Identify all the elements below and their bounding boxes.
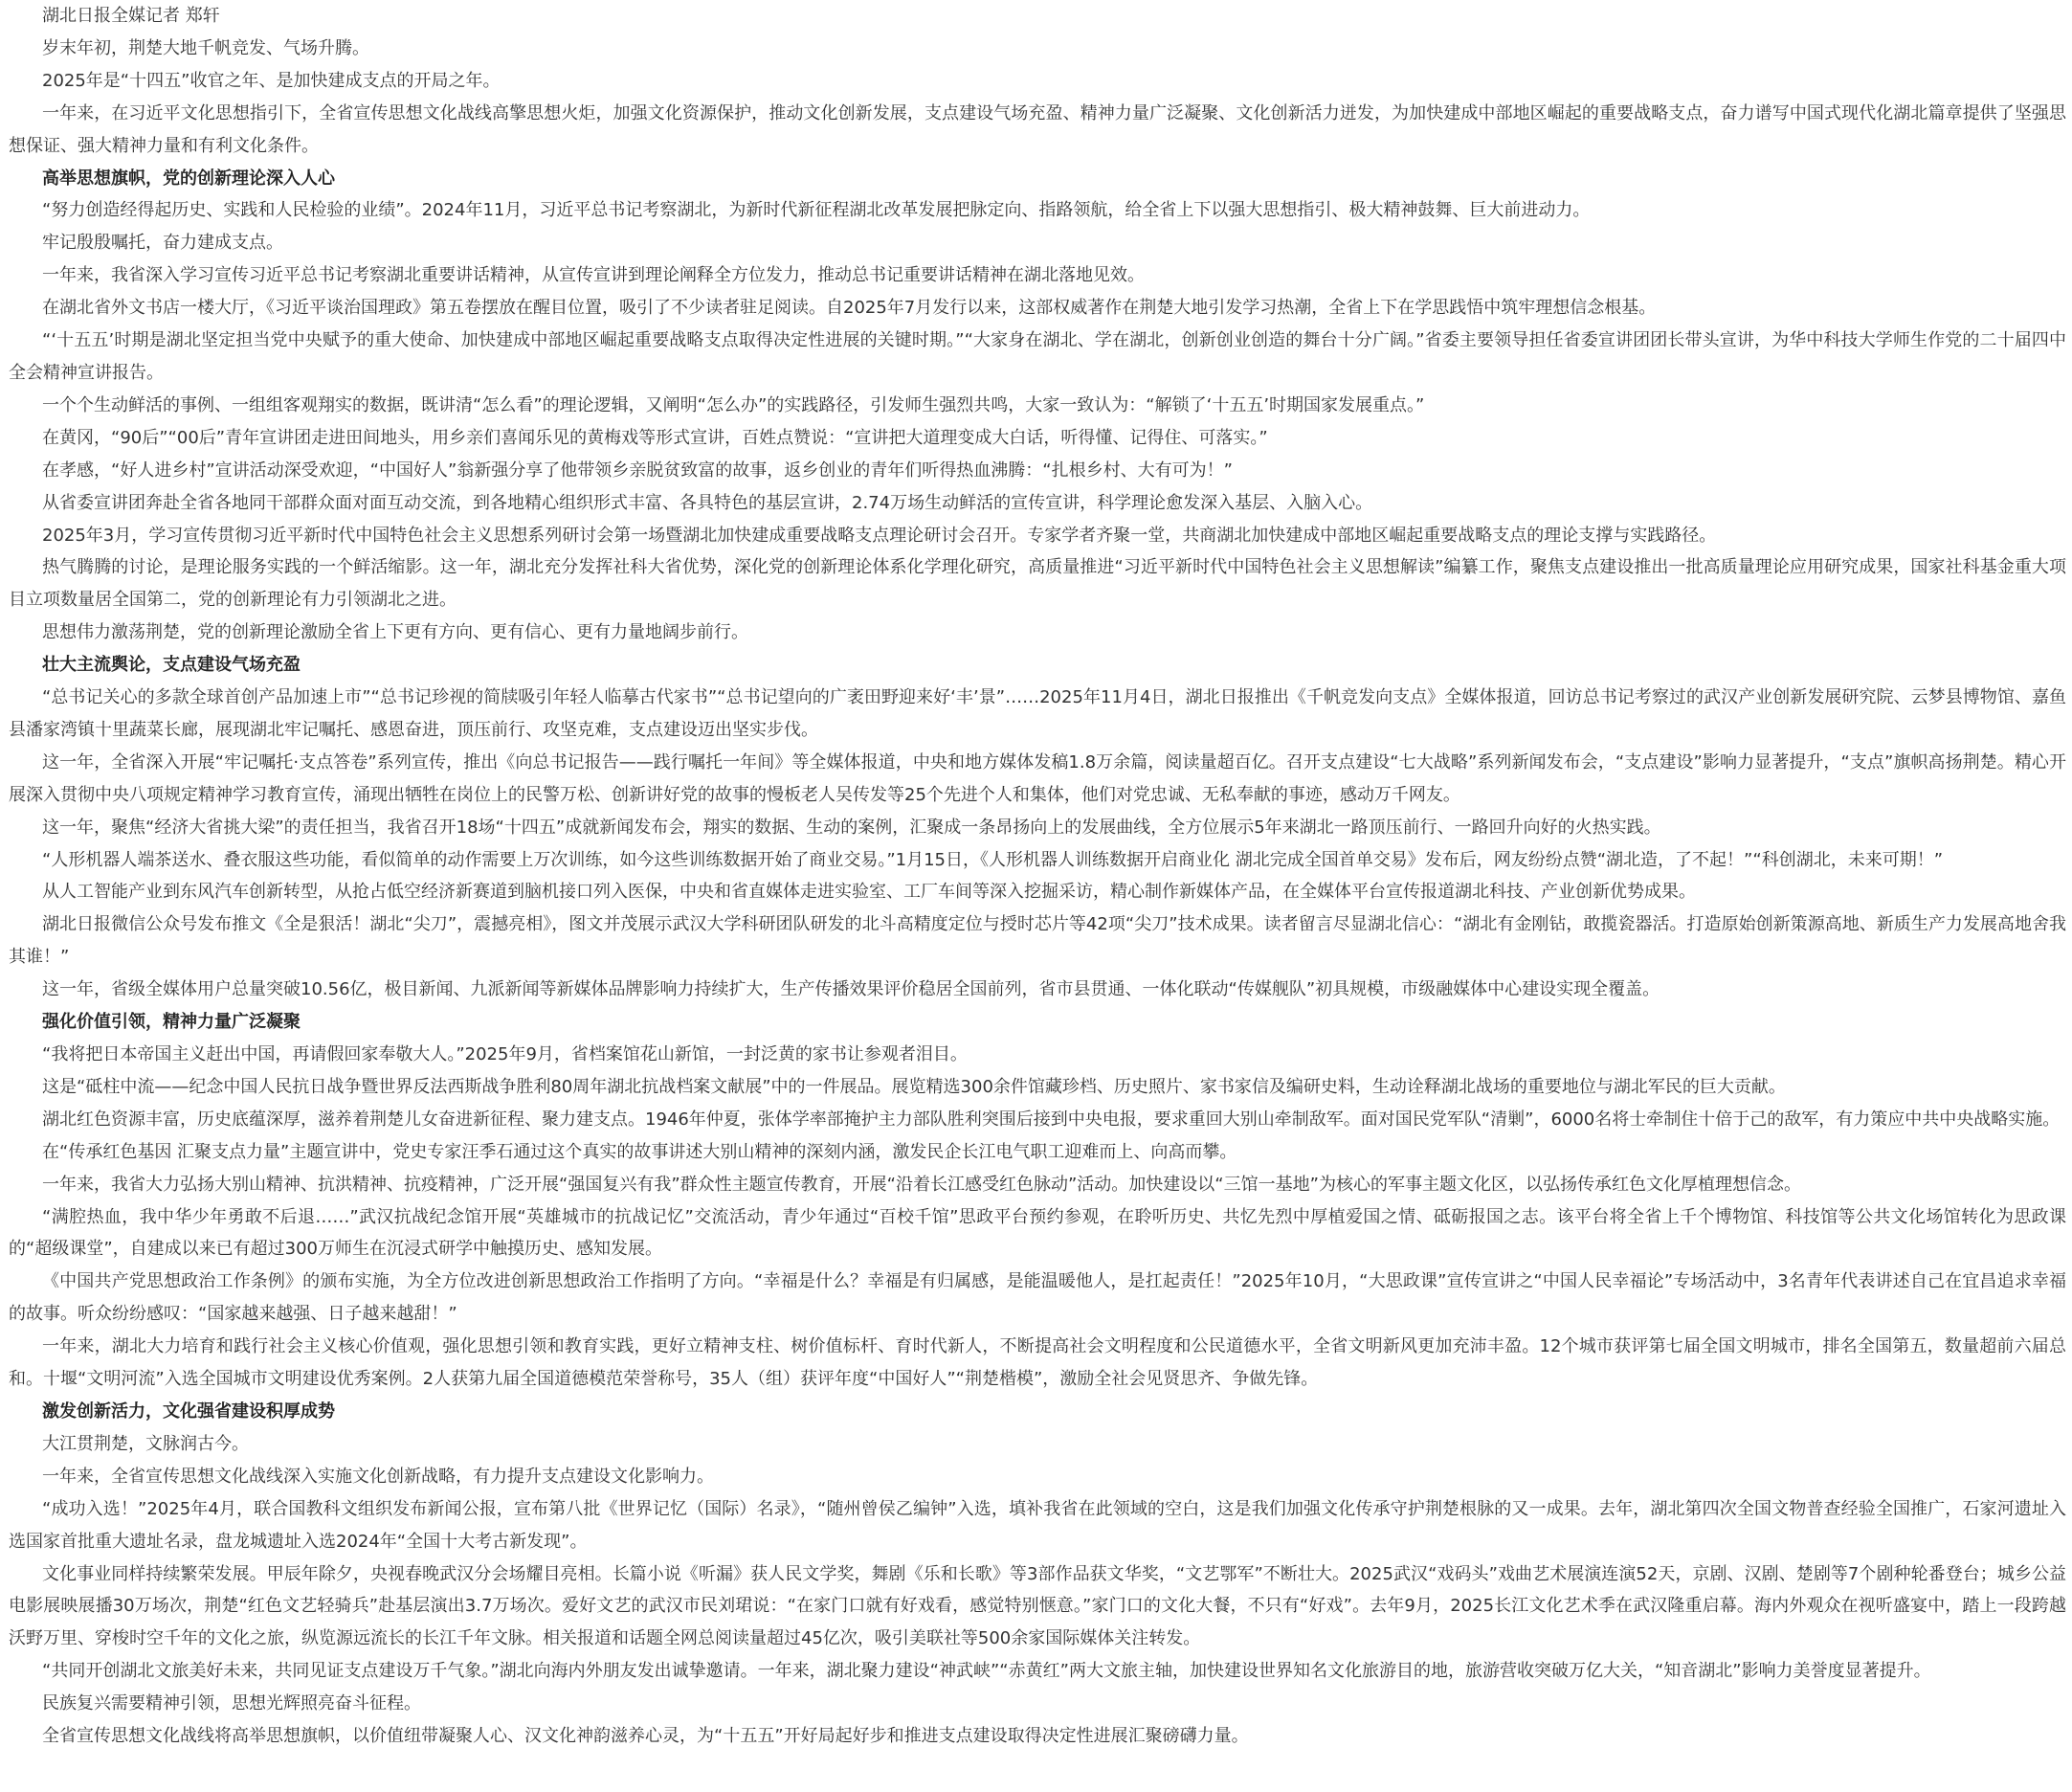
paragraph: 岁末年初，荆楚大地千帆竞发、气场升腾。 <box>42 37 369 58</box>
section-heading: 强化价值引领，精神力量广泛凝聚 <box>42 1012 301 1033</box>
paragraph: “人形机器人端茶送水、叠衣服这些功能，看似简单的动作需要上万次训练，如今这些训练数据开始了商业交易。”1月15日，《人形机器人训练数据开启商业化 湖北完成全国首单交易》发布后，网友纷纷点赞“湖北造，了不起！”“科创湖北，未来可期！” <box>42 849 1944 870</box>
paragraph: “总书记关心的多款全球首创产品加速上市”“总书记珍视的简牍吸引年轻人临摹古代家书”“总书记望向的广袤田野迎来好‘丰’景”……2025年11月4日，湖北日报推出《千帆竞发向支点》全媒体报道，回访总书记考察过的武汉产业创新发展研究院、云梦县博物馆、嘉鱼县潘家湾镇十里蔬菜长廊，展现湖北牢记嘱托、感恩奋进，顶压前行、攻坚克难，支点建设迈出坚实步伐。 <box>9 687 2066 740</box>
section-heading: 壮大主流舆论，支点建设气场充盈 <box>42 655 301 676</box>
paragraph: 一个个生动鲜活的事例、一组组客观翔实的数据，既讲清“怎么看”的理论逻辑，又阐明“怎么办”的实践路径，引发师生强烈共鸣，大家一致认为：“解锁了‘十五五’时期国家发展重点。” <box>42 394 1425 415</box>
paragraph: 《中国共产党思想政治工作条例》的颁布实施，为全方位改进创新思想政治工作指明了方向。“幸福是什么？幸福是有归属感，是能温暖他人，是扛起责任！”2025年10月，“大思政课”宣传宣讲之“中国人民幸福论”专场活动中，3名青年代表讲述自己在宜昌追求幸福的故事。听众纷纷感叹：“国家越来越强、日子越来越甜！” <box>9 1271 2066 1325</box>
paragraph: 一年来，我省大力弘扬大别山精神、抗洪精神、抗疫精神，广泛开展“强国复兴有我”群众性主题宣传教育，开展“沿着长江感受红色脉动”活动。加快建设以“三馆一基地”为核心的军事主题文化区，以弘扬传承红色文化厚植理想信念。 <box>42 1174 1801 1195</box>
paragraph: 全省宣传思想文化战线将高举思想旗帜，以价值纽带凝聚人心、汉文化神韵滋养心灵，为“十五五”开好局起好步和推进支点建设取得决定性进展汇聚磅礴力量。 <box>42 1726 1249 1747</box>
paragraph: 这一年，聚焦“经济大省挑大梁”的责任担当，我省召开18场“十四五”成就新闻发布会，翔实的数据、生动的案例，汇聚成一条昂扬向上的发展曲线，全方位展示5年来湖北一路顶压前行、一路回升向好的火热实践。 <box>42 817 1661 838</box>
paragraph: “共同开创湖北文旅美好未来，共同见证支点建设万千气象。”湖北向海内外朋友发出诚挚邀请。一年来，湖北聚力建设“神武峡”“赤黄红”两大文旅主轴，加快建设世界知名文化旅游目的地，旅游营收突破万亿大关，“知音湖北”影响力美誉度显著提升。 <box>42 1661 1931 1682</box>
paragraph: 在孝感，“好人进乡村”宣讲活动深受欢迎，“中国好人”翁新强分享了他带领乡亲脱贫致富的故事，返乡创业的青年们听得热血沸腾：“扎根乡村、大有可为！” <box>42 459 1233 481</box>
paragraph: 文化事业同样持续繁荣发展。甲辰年除夕，央视春晚武汉分会场耀目亮相。长篇小说《听漏》获人民文学奖，舞剧《乐和长歌》等3部作品获文华奖，“文艺鄂军”不断壮大。2025武汉“戏码头”戏曲艺术展演连演52天，京剧、汉剧、楚剧等7个剧种轮番登台；城乡公益电影展映展播30万场次，荆楚“红色文艺轻骑兵”赴基层演出3.7万场次。爱好文艺的武汉市民刘珺说：“在家门口就有好戏看，感觉特别惬意。”家门口的文化大餐，不只有“好戏”。去年9月，2025长江文化艺术季在武汉隆重启幕。海内外观众在视听盛宴中，踏上一段跨越沃野万里、穿梭时空千年的文化之旅，纵览源远流长的长江千年文脉。相关报道和话题全网总阅读量超过45亿次，吸引美联社等500余家国际媒体关注转发。 <box>9 1563 2066 1649</box>
section-heading: 高举思想旗帜，党的创新理论深入人心 <box>42 168 335 189</box>
paragraph: 在黄冈，“90后”“00后”青年宣讲团走进田间地头，用乡亲们喜闻乐见的黄梅戏等形式宣讲，百姓点赞说：“宣讲把大道理变成大白话，听得懂、记得住、可落实。” <box>42 427 1268 448</box>
paragraph: “我将把日本帝国主义赶出中国，再请假回家奉敬大人。”2025年9月，省档案馆花山新馆，一封泛黄的家书让参观者泪目。 <box>42 1044 968 1064</box>
paragraph: 湖北红色资源丰富，历史底蕴深厚，滋养着荆楚儿女奋进新征程、聚力建支点。1946年仲夏，张体学率部掩护主力部队胜利突围后接到中央电报，要求重回大别山牵制敌军。面对国民党军队“清剿”，6000名将士牵制住十倍于己的敌军，有力策应中共中央战略实施。 <box>42 1109 2061 1130</box>
paragraph: 一年来，我省深入学习宣传习近平总书记考察湖北重要讲话精神，从宣传宣讲到理论阐释全方位发力，推动总书记重要讲话精神在湖北落地见效。 <box>42 265 1145 286</box>
paragraph: 一年来，在习近平文化思想指引下，全省宣传思想文化战线高擎思想火炬，加强文化资源保护，推动文化创新发展，支点建设气场充盈、精神力量广泛凝聚、文化创新活力迸发，为加快建成中部地区崛起的重要战略支点，奋力谱写中国式现代化湖北篇章提供了坚强思想保证、强大精神力量和有利文化条件。 <box>9 102 2066 156</box>
paragraph: “‘十五五’时期是湖北坚定担当党中央赋予的重大使命、加快建成中部地区崛起重要战略支点取得决定性进展的关键时期。”“大家身在湖北、学在湖北，创新创业创造的舞台十分广阔。”省委主要领导担任省委宣讲团团长带头宣讲，为华中科技大学师生作党的二十届四中全会精神宣讲报告。 <box>9 330 2066 383</box>
paragraph: 牢记殷殷嘱托，奋力建成支点。 <box>42 233 283 254</box>
paragraph: 民族复兴需要精神引领，思想光辉照亮奋斗征程。 <box>42 1693 421 1714</box>
paragraph: 从省委宣讲团奔赴全省各地同干部群众面对面互动交流，到各地精心组织形式丰富、各具特色的基层宣讲，2.74万场生动鲜活的宣传宣讲，科学理论愈发深入基层、入脑入心。 <box>42 492 1373 513</box>
paragraph: 从人工智能产业到东风汽车创新转型，从抢占低空经济新赛道到脑机接口列入医保，中央和省直媒体走进实验室、工厂车间等深入挖掘采访，精心制作新媒体产品，在全媒体平台宣传报道湖北科技、产业创新优势成果。 <box>42 882 1696 903</box>
paragraph: 这是“砥柱中流——纪念中国人民抗日战争暨世界反法西斯战争胜利80周年湖北抗战档案文献展”中的一件展品。展览精选300余件馆藏珍档、历史照片、家书家信及编研史料，生动诠释湖北战场的重要地位与湖北军民的巨大贡献。 <box>42 1076 1786 1097</box>
paragraph: 这一年，省级全媒体用户总量突破10.56亿，极目新闻、九派新闻等新媒体品牌影响力持续扩大，生产传播效果评价稳居全国前列，省市县贯通、一体化联动“传媒舰队”初具规模，市级融媒体中心建设实现全覆盖。 <box>42 979 1660 1000</box>
paragraph: 一年来，湖北大力培育和践行社会主义核心价值观，强化思想引领和教育实践，更好立精神支柱、树价值标杆、育时代新人，不断提高社会文明程度和公民道德水平，全省文明新风更加充沛丰盈。12个城市获评第七届全国文明城市，排名全国第五，数量超前六届总和。十堰“文明河流”入选全国城市文明建设优秀案例。2人获第九届全国道德模范荣誉称号，35人（组）获评年度“中国好人”“荆楚楷模”，激励全社会见贤思齐、争做先锋。 <box>9 1336 2066 1390</box>
paragraph: 一年来，全省宣传思想文化战线深入实施文化创新战略，有力提升支点建设文化影响力。 <box>42 1466 714 1487</box>
paragraph: 思想伟力激荡荆楚，党的创新理论激励全省上下更有方向、更有信心、更有力量地阔步前行。 <box>42 622 748 643</box>
paragraph: 2025年3月，学习宣传贯彻习近平新时代中国特色社会主义思想系列研讨会第一场暨湖北加快建成重要战略支点理论研讨会召开。专家学者齐聚一堂，共商湖北加快建成中部地区崛起重要战略支点的理论支撑与实践路径。 <box>42 525 1717 546</box>
paragraph: 在“传承红色基因 汇聚支点力量”主题宣讲中，党史专家汪季石通过这个真实的故事讲述大别山精神的深刻内涵，激发民企长江电气职工迎难而上、向高而攀。 <box>42 1141 1237 1162</box>
byline: 湖北日报全媒记者 郑轩 <box>42 6 220 26</box>
paragraph: 这一年，全省深入开展“牢记嘱托·支点答卷”系列宣传，推出《向总书记报告——践行嘱托一年间》等全媒体报道，中央和地方媒体发稿1.8万余篇，阅读量超百亿。召开支点建设“七大战略”系列新闻发布会，“支点建设”影响力显著提升，“支点”旗帜高扬荆楚。精心开展深入贯彻中央八项规定精神学习教育宣传，涌现出牺牲在岗位上的民警万松、创新讲好党的故事的慢板老人吴传发等25个先进个人和集体，他们对党忠诚、无私奉献的事迹，感动万千网友。 <box>9 751 2067 805</box>
paragraph: “满腔热血，我中华少年勇敢不后退……”武汉抗战纪念馆开展“英雄城市的抗战记忆”交流活动，青少年通过“百校千馆”思政平台预约参观，在聆听历史、共忆先烈中厚植爱国之情、砥砺报国之志。该平台将全省上千个博物馆、科技馆等公共文化场馆转化为思政课的“超级课堂”，自建成以来已有超过300万师生在沉浸式研学中触摸历史、感知发展。 <box>9 1206 2066 1260</box>
paragraph: 在湖北省外文书店一楼大厅，《习近平谈治国理政》第五卷摆放在醒目位置，吸引了不少读者驻足阅读。自2025年7月发行以来，这部权威著作在荆楚大地引发学习热潮，全省上下在学思践悟中筑牢理想信念根基。 <box>42 298 1657 319</box>
paragraph: “成功入选！”2025年4月，联合国教科文组织发布新闻公报，宣布第八批《世界记忆（国际）名录》，“随州曾侯乙编钟”入选，填补我省在此领域的空白，这是我们加强文化传承守护荆楚根脉的又一成果。去年，湖北第四次全国文物普查经验全国推广，石家河遗址入选国家首批重大遗址名录，盘龙城遗址入选2024年“全国十大考古新发现”。 <box>9 1498 2066 1552</box>
paragraph: 大江贯荆楚，文脉润古今。 <box>42 1433 249 1454</box>
paragraph: “努力创造经得起历史、实践和人民检验的业绩”。2024年11月，习近平总书记考察湖北，为新时代新征程湖北改革发展把脉定向、指路领航，给全省上下以强大思想指引、极大精神鼓舞、巨大前进动力。 <box>42 200 1591 221</box>
section-heading: 激发创新活力，文化强省建设积厚成势 <box>42 1400 335 1422</box>
paragraph: 2025年是“十四五”收官之年、是加快建成支点的开局之年。 <box>42 70 501 91</box>
paragraph: 热气腾腾的讨论，是理论服务实践的一个鲜活缩影。这一年，湖北充分发挥社科大省优势，深化党的创新理论体系化学理化研究，高质量推进“习近平新时代中国特色社会主义思想解读”编纂工作，聚焦支点建设推出一批高质量理论应用研究成果，国家社科基金重大项目立项数量居全国第二，党的创新理论有力引领湖北之进。 <box>9 557 2066 611</box>
paragraph: 湖北日报微信公众号发布推文《全是狠活！湖北“尖刀”，震撼亮相》，图文并茂展示武汉大学科研团队研发的北斗高精度定位与授时芯片等42项“尖刀”技术成果。读者留言尽显湖北信心：“湖北有金刚钻，敢揽瓷器活。打造原始创新策源高地、新质生产力发展高地舍我其谁！” <box>9 914 2066 968</box>
